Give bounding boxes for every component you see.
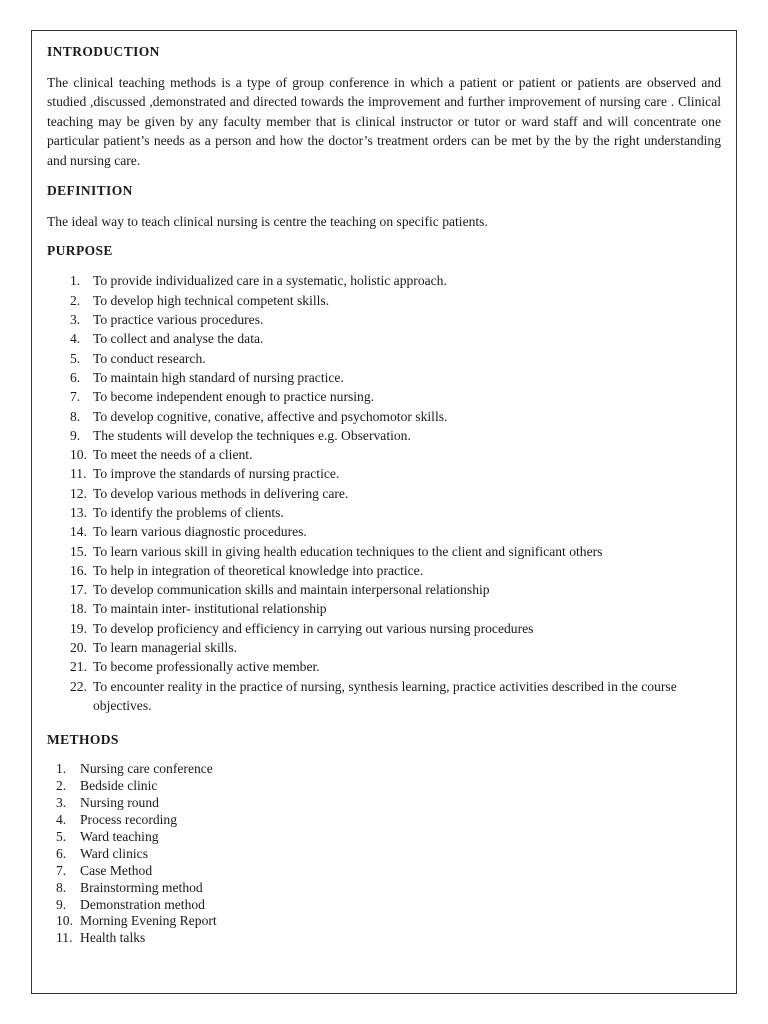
method-item <box>47 897 721 914</box>
purpose-item <box>47 599 721 618</box>
purpose-item <box>47 580 721 599</box>
purpose-item-text: To develop various methods in delivering care. <box>93 485 349 501</box>
method-item-number: 5. <box>56 828 67 844</box>
purpose-item-text: To identify the problems of clients. <box>93 505 284 520</box>
purpose-item-text: To help in integration of theoretical knowledge into practice. <box>93 562 424 578</box>
purpose-item-number: 2. <box>70 292 81 308</box>
purpose-heading: PURPOSE <box>47 243 113 259</box>
method-item-number: 11. <box>56 930 73 946</box>
purpose-item-number: 11. <box>70 466 87 482</box>
method-item <box>47 880 721 897</box>
purpose-item-number: 14. <box>70 524 87 540</box>
document-page <box>31 30 737 994</box>
purpose-item <box>47 619 721 638</box>
method-item <box>47 913 721 930</box>
purpose-item <box>47 407 721 426</box>
purpose-item <box>47 464 721 483</box>
method-item-number: 6. <box>56 845 67 861</box>
purpose-item-text: To practice various procedures. <box>93 312 264 328</box>
purpose-item-text: To develop communication skills and maintain interpersonal relationship <box>93 582 490 598</box>
purpose-item-number: 22. <box>70 678 87 694</box>
purpose-item-number: 7. <box>70 389 81 405</box>
purpose-item-text: To provide individualized care in a systematic, holistic approach. <box>93 273 447 289</box>
method-item <box>47 795 721 812</box>
method-item-text: Demonstration method <box>80 896 205 912</box>
purpose-item <box>47 387 721 406</box>
purpose-item <box>47 561 721 580</box>
method-item-number: 8. <box>56 879 67 895</box>
method-item-number: 4. <box>56 811 67 827</box>
purpose-list <box>47 271 721 715</box>
purpose-item-text: To develop proficiency and efficiency in carrying out various nursing procedures <box>93 620 534 636</box>
purpose-item <box>47 657 721 676</box>
introduction-paragraph: The clinical teaching methods is a type of group conference in which a patient or patient or patients are observed and studied ,discussed ,demonstrated and directed towards the improvement and further improvement of nursing care . Clinical teaching may be given by any faculty member that is clinical instructor or tutor or ward staff and will concentrate one particular patient’s needs as a person and how the doctor’s treatment orders can be met by the by the right understanding and nursing care. <box>47 75 721 168</box>
method-item <box>47 863 721 880</box>
purpose-item-number: 13. <box>70 505 87 520</box>
introduction-heading: INTRODUCTION <box>47 44 160 59</box>
purpose-item-text: The students will develop the techniques e.g. Observation. <box>93 427 411 443</box>
purpose-item <box>47 484 721 503</box>
purpose-item <box>47 329 721 348</box>
purpose-item-number: 10. <box>70 447 87 463</box>
purpose-item <box>47 291 721 310</box>
purpose-item-number: 19. <box>70 620 87 636</box>
purpose-item-number: 1. <box>70 273 81 289</box>
purpose-item-number: 5. <box>70 350 81 366</box>
method-item-number: 1. <box>56 761 67 777</box>
purpose-item-number: 6. <box>70 369 81 385</box>
purpose-item <box>47 677 721 716</box>
definition-heading: DEFINITION <box>47 183 133 199</box>
method-item-number: 7. <box>56 862 67 878</box>
method-item <box>47 829 721 846</box>
purpose-item-number: 9. <box>70 427 81 443</box>
purpose-item-text: To learn various skill in giving health education techniques to the client and significant others <box>93 543 603 559</box>
method-item-text: Ward clinics <box>80 845 148 861</box>
methods-list <box>47 761 721 947</box>
purpose-item <box>47 503 721 522</box>
purpose-item-text: To maintain inter- institutional relationship <box>93 601 327 617</box>
purpose-item-text: To collect and analyse the data. <box>93 331 264 347</box>
purpose-item-number: 16. <box>70 562 87 578</box>
purpose-item-number: 17. <box>70 582 87 598</box>
purpose-item <box>47 310 721 329</box>
purpose-item-text: To learn various diagnostic procedures. <box>93 524 307 540</box>
definition-paragraph: The ideal way to teach clinical nursing is centre the teaching on specific patients. <box>47 214 488 230</box>
purpose-item-text: To meet the needs of a client. <box>93 447 253 463</box>
purpose-item-number: 3. <box>70 312 81 328</box>
purpose-item-text: To develop high technical competent skills. <box>93 292 330 308</box>
purpose-item <box>47 368 721 387</box>
method-item-text: Ward teaching <box>80 828 159 844</box>
method-item-text: Brainstorming method <box>80 879 203 895</box>
purpose-item-text: To maintain high standard of nursing practice. <box>93 369 344 385</box>
method-item-number: 10. <box>56 913 73 929</box>
method-item <box>47 761 721 778</box>
method-item-number: 2. <box>56 778 67 794</box>
purpose-item-number: 20. <box>70 640 87 656</box>
purpose-item-text: To improve the standards of nursing practice. <box>93 466 340 482</box>
methods-heading: METHODS <box>47 732 119 748</box>
method-item-text: Nursing care conference <box>80 761 213 777</box>
method-item-number: 3. <box>56 795 67 811</box>
method-item <box>47 930 721 947</box>
method-item-text: Health talks <box>80 930 146 946</box>
method-item <box>47 812 721 829</box>
purpose-item <box>47 638 721 657</box>
purpose-item-text: To become independent enough to practice nursing. <box>93 389 375 405</box>
method-item-text: Nursing round <box>80 795 159 811</box>
purpose-item-number: 12. <box>70 485 87 501</box>
purpose-item <box>47 522 721 541</box>
method-item-text: Process recording <box>80 811 178 827</box>
method-item <box>47 846 721 863</box>
purpose-item <box>47 542 721 561</box>
purpose-item-text: To encounter reality in the practice of nursing, synthesis learning, practice activities described in the course objectives. <box>93 678 677 713</box>
purpose-item-text: To learn managerial skills. <box>93 640 238 656</box>
purpose-item-number: 8. <box>70 408 81 424</box>
purpose-item-text: To become professionally active member. <box>93 659 320 675</box>
purpose-item <box>47 426 721 445</box>
purpose-item-text: To develop cognitive, conative, affective and psychomotor skills. <box>93 408 448 424</box>
purpose-item-number: 18. <box>70 601 87 617</box>
method-item <box>47 778 721 795</box>
method-item-text: Case Method <box>80 862 153 878</box>
purpose-item-number: 4. <box>70 331 81 347</box>
purpose-item <box>47 349 721 368</box>
method-item-number: 9. <box>56 896 67 912</box>
purpose-item-text: To conduct research. <box>93 350 206 366</box>
method-item-text: Morning Evening Report <box>80 913 217 929</box>
purpose-item-number: 15. <box>70 543 87 559</box>
method-item-text: Bedside clinic <box>80 778 158 794</box>
purpose-item <box>47 445 721 464</box>
purpose-item <box>47 271 721 290</box>
purpose-item-number: 21. <box>70 659 87 675</box>
